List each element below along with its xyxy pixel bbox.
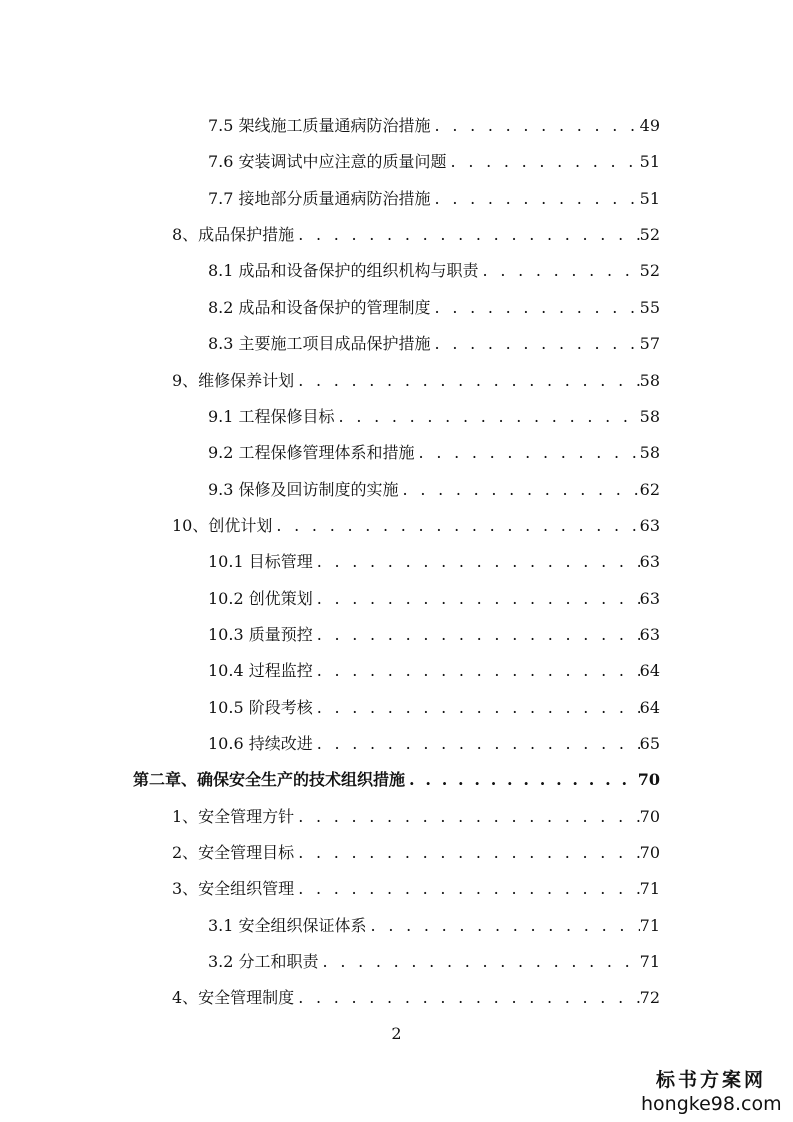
toc-entry[interactable]	[172, 841, 660, 865]
toc-dot-leader	[367, 914, 640, 938]
toc-dot-leader	[272, 514, 639, 538]
toc-dot-leader	[313, 732, 640, 756]
toc-entry-page: 52	[639, 225, 660, 245]
toc-dot-leader	[294, 223, 639, 247]
toc-entry[interactable]	[208, 732, 660, 756]
toc-entry-page: 51	[639, 188, 660, 208]
toc-entry[interactable]	[172, 369, 660, 393]
toc-dot-leader	[405, 768, 638, 792]
toc-dot-leader	[431, 187, 640, 211]
toc-entry-title: 9.3 保修及回访制度的实施	[208, 479, 399, 499]
toc-entry[interactable]	[208, 114, 660, 138]
toc-entry[interactable]	[208, 259, 660, 283]
toc-entry-title: 10.5 阶段考核	[208, 697, 313, 717]
toc-entry-title: 3、安全组织管理	[172, 879, 295, 899]
toc-entry-title: 9.2 工程保修管理体系和措施	[208, 443, 415, 463]
toc-entry[interactable]	[172, 986, 660, 1010]
toc-entry-title: 9、维修保养计划	[172, 370, 295, 390]
toc-entry[interactable]	[172, 514, 660, 538]
toc-dot-leader	[431, 332, 640, 356]
toc-entry-page: 52	[639, 261, 660, 281]
toc-entry-title: 10.2 创优策划	[208, 588, 313, 608]
toc-dot-leader	[313, 659, 640, 683]
toc-entry[interactable]	[208, 950, 660, 974]
toc-entry-page: 55	[639, 297, 660, 317]
toc-entry-page: 64	[639, 661, 660, 681]
watermark-chinese-text: 标书方案网	[655, 1069, 766, 1091]
toc-entry-title: 9.1 工程保修目标	[208, 406, 335, 426]
toc-entry[interactable]	[208, 914, 660, 938]
toc-dot-leader	[335, 405, 640, 429]
toc-entry-page: 70	[639, 806, 660, 826]
toc-dot-leader	[479, 259, 640, 283]
toc-entry-page: 51	[639, 152, 660, 172]
toc-entry-page: 63	[639, 515, 660, 535]
toc-entry-title: 1、安全管理方针	[172, 806, 295, 826]
toc-entry-page: 72	[639, 988, 660, 1008]
toc-entry-title: 7.7 接地部分质量通病防治措施	[208, 188, 431, 208]
toc-dot-leader	[447, 150, 640, 174]
page-number: 2	[391, 1024, 402, 1043]
toc-entry[interactable]	[208, 441, 660, 465]
toc-entry-title: 2、安全管理目标	[172, 843, 295, 862]
toc-entry-page: 63	[639, 624, 660, 644]
toc-dot-leader	[294, 369, 639, 393]
toc-dot-leader	[415, 441, 640, 465]
toc-entry-page: 58	[639, 406, 660, 426]
toc-dot-leader	[294, 805, 639, 829]
toc-entry-title: 3.2 分工和职责	[208, 952, 319, 972]
toc-dot-leader	[431, 114, 640, 138]
toc-entry-title: 第二章、确保安全生产的技术组织措施	[133, 770, 406, 790]
toc-entry-page: 64	[639, 697, 660, 717]
toc-entry-page: 70	[637, 770, 660, 790]
toc-entry[interactable]	[172, 805, 660, 829]
toc-entry[interactable]	[208, 150, 660, 174]
toc-entry-page: 63	[639, 588, 660, 608]
toc-entry-title: 10.1 目标管理	[208, 552, 313, 572]
toc-dot-leader	[313, 550, 640, 574]
toc-entry-title: 10.4 过程监控	[208, 661, 313, 681]
toc-entry[interactable]	[208, 478, 660, 502]
toc-entry-page: 71	[639, 879, 660, 899]
toc-entry-page: 65	[639, 734, 660, 753]
toc-entry-page: 58	[639, 443, 660, 463]
toc-entry-title: 8.1 成品和设备保护的组织机构与职责	[208, 261, 479, 281]
watermark-url-text: hongke98.com	[641, 1093, 782, 1115]
toc-entry[interactable]	[208, 550, 660, 574]
toc-entry[interactable]	[133, 768, 660, 792]
toc-entry-title: 7.6 安装调试中应注意的质量问题	[208, 152, 447, 172]
toc-entry-page: 70	[639, 843, 660, 862]
toc-dot-leader	[294, 877, 639, 901]
toc-entry-page: 57	[639, 334, 660, 354]
toc-entry-page: 63	[639, 552, 660, 572]
watermark-logo	[641, 1068, 781, 1116]
toc-entry-title: 10、创优计划	[172, 515, 273, 535]
toc-entry-title: 10.3 质量预控	[208, 624, 313, 644]
toc-entry-page: 71	[639, 915, 660, 935]
toc-dot-leader	[294, 986, 639, 1010]
toc-entry[interactable]	[208, 332, 660, 356]
toc-entry-page: 62	[639, 479, 660, 499]
toc-entry[interactable]	[172, 877, 660, 901]
toc-dot-leader	[313, 696, 640, 720]
toc-entry-page: 49	[639, 116, 660, 135]
toc-entry-title: 7.5 架线施工质量通病防治措施	[208, 116, 431, 135]
toc-dot-leader	[313, 623, 640, 647]
toc-entry-title: 8、成品保护措施	[172, 225, 295, 245]
toc-dot-leader	[431, 296, 640, 320]
toc-entry[interactable]	[208, 296, 660, 320]
toc-entry[interactable]	[208, 659, 660, 683]
toc-entry[interactable]	[208, 187, 660, 211]
toc-entry-title: 10.6 持续改进	[208, 734, 313, 753]
toc-dot-leader	[294, 841, 639, 865]
toc-entry-title: 8.2 成品和设备保护的管理制度	[208, 297, 431, 317]
toc-entry[interactable]	[208, 623, 660, 647]
toc-entry[interactable]	[208, 587, 660, 611]
toc-dot-leader	[399, 478, 640, 502]
toc-entry[interactable]	[208, 405, 660, 429]
toc-entry[interactable]	[208, 696, 660, 720]
toc-entry-title: 3.1 安全组织保证体系	[208, 915, 367, 935]
toc-dot-leader	[313, 587, 640, 611]
toc-entry[interactable]	[172, 223, 660, 247]
toc-dot-leader	[319, 950, 640, 974]
toc-entry-title: 8.3 主要施工项目成品保护措施	[208, 334, 431, 354]
toc-entry-title: 4、安全管理制度	[172, 988, 295, 1008]
toc-entry-page: 58	[639, 370, 660, 390]
toc-entry-page: 71	[639, 952, 660, 972]
